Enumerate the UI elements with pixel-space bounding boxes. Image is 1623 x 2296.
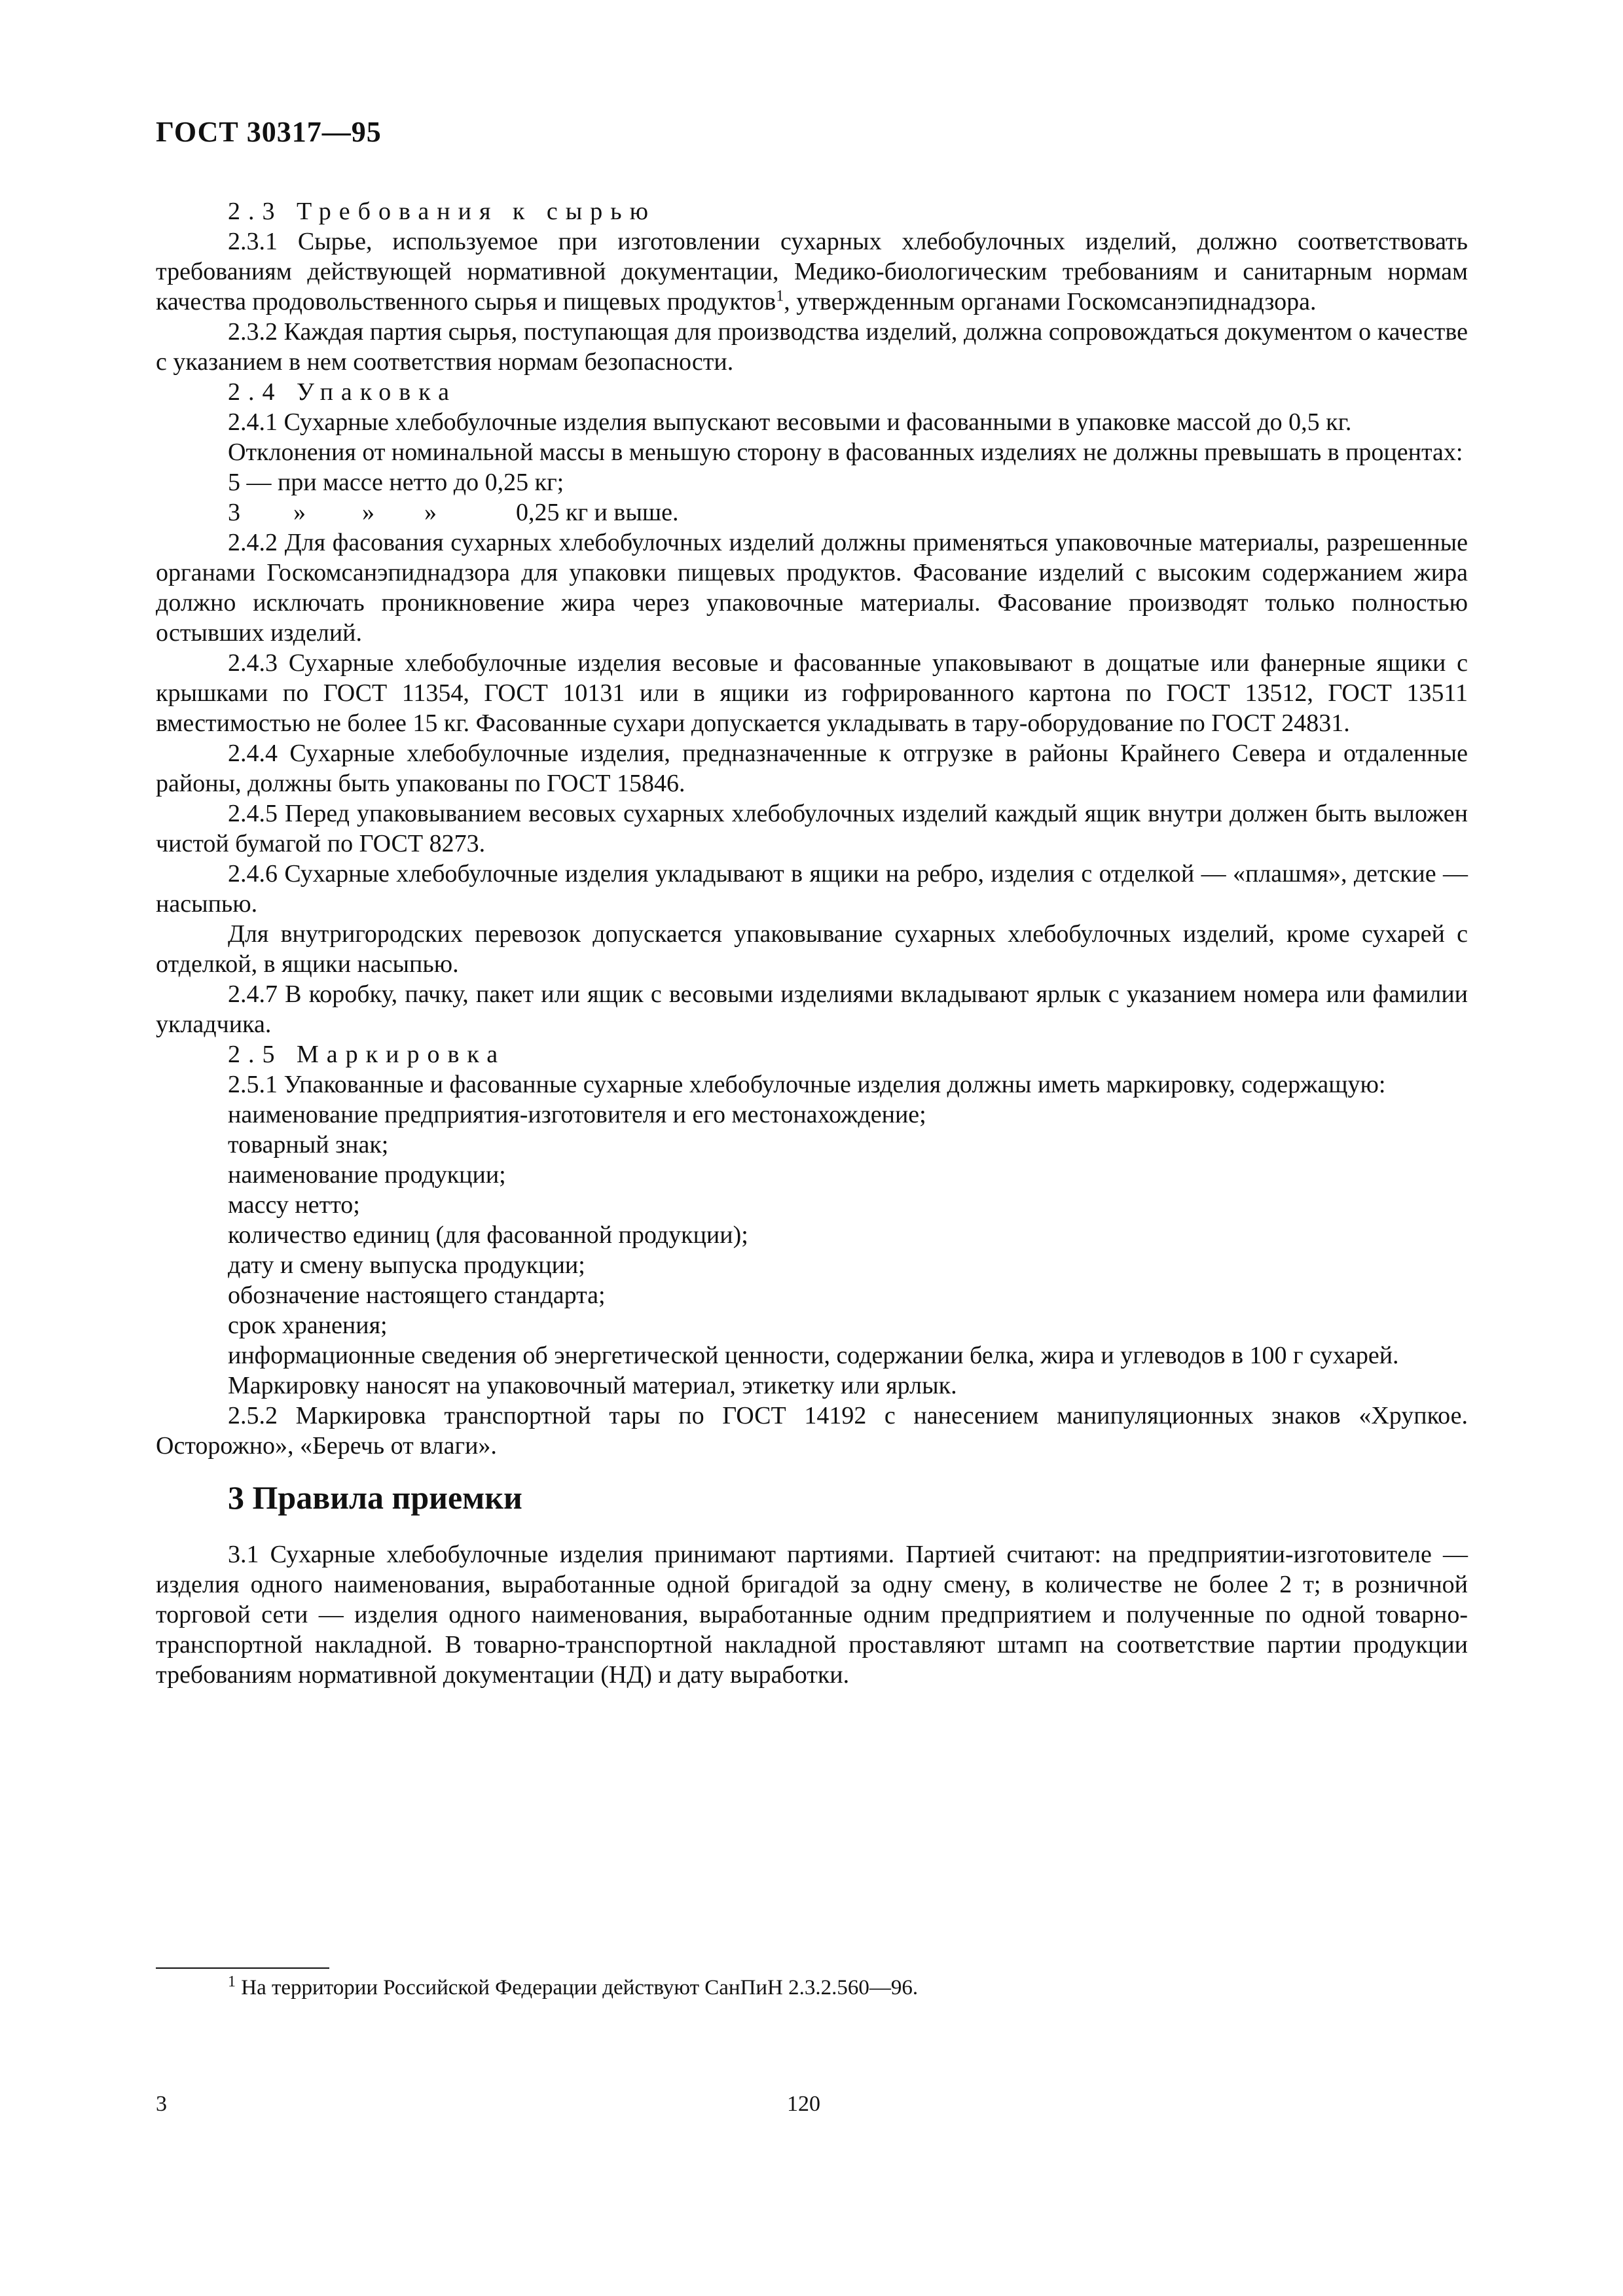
list-item: массу нетто; <box>228 1191 360 1219</box>
ditto-mark: » <box>293 499 306 526</box>
paragraph-2-3-1-tail: , утвержденным органами Госкомсанэпиднадзора. <box>784 288 1317 315</box>
paragraph-2-4-6: 2.4.6 Сухарные хлебобулочные изделия укладывают в ящики на ребро, изделия с отделкой — «плашмя», детские — насыпью. <box>156 860 1468 918</box>
paragraph-2-4-7: 2.4.7 В коробку, пачку, пакет или ящик с весовыми изделиями вкладывают ярлык с указанием номера или фамилии укладчика. <box>156 980 1468 1038</box>
paragraph-2-3-1 <box>156 226 1468 317</box>
deviation-row-2 <box>156 497 1468 528</box>
list-item: дату и смену выпуска продукции; <box>228 1251 585 1279</box>
section-heading-3: 3 Правила приемки <box>228 1479 522 1516</box>
list-item: товарный знак; <box>228 1131 389 1158</box>
paragraph-2-4-5: 2.4.5 Перед упаковыванием весовых сухарных хлебобулочных изделий каждый ящик внутри должен быть выложен чистой бумагой по ГОСТ 8273. <box>156 800 1468 857</box>
section-title-2-4: 2.4 Упаковка <box>228 378 457 406</box>
deviation-row-2-mass: 0,25 кг и выше. <box>516 499 679 526</box>
paragraph-2-3-1-text: 2.3.1 Сырье, используемое при изготовлении сухарных хлебобулочных изделий, должно соответствовать требованиям действующей нормативной документации, Медико-биологическим требованиям и санитарным нормам качества продовольственного сырья и пищевых продуктов <box>156 228 1468 315</box>
section-title-2-5: 2.5 Маркировка <box>228 1041 506 1068</box>
list-item: обозначение настоящего стандарта; <box>228 1282 606 1309</box>
paragraph-2-4-3: 2.4.3 Сухарные хлебобулочные изделия весовые и фасованные упаковывают в дощатые или фанерные ящики с крышками по ГОСТ 11354, ГОСТ 10131 или в ящики из гофрированного картона по ГОСТ 13512, ГОСТ 13511 вместимостью не более 15 кг. Фасованные сухари допускается укладывать в тару-оборудование по ГОСТ 24831. <box>156 649 1468 737</box>
footnote-divider <box>156 1967 329 1969</box>
paragraph-2-4-4: 2.4.4 Сухарные хлебобулочные изделия, предназначенные к отгрузке в районы Крайнего Севера и отдаленные районы, должны быть упакованы по ГОСТ 15846. <box>156 740 1468 797</box>
deviation-row-1: 5 — при массе нетто до 0,25 кг; <box>228 469 564 496</box>
page-number: 3 <box>156 2092 167 2116</box>
paragraph-2-3-2: 2.3.2 Каждая партия сырья, поступающая для производства изделий, должна сопровождаться документом о качестве с указанием в нем соответствия нормам безопасности. <box>156 318 1468 376</box>
deviation-row-2-value: 3 <box>228 499 240 526</box>
list-item: наименование продукции; <box>228 1161 506 1189</box>
footnote-mark: 1 <box>228 1973 236 1990</box>
footnote-text: На территории Российской Федерации действуют СанПиН 2.3.2.560—96. <box>236 1976 919 2000</box>
paragraph-2-5-2: 2.5.2 Маркировка транспортной тары по ГОСТ 14192 с нанесением манипуляционных знаков «Хрупкое. Осторожно», «Беречь от влаги». <box>156 1402 1468 1460</box>
document-id: ГОСТ 30317—95 <box>156 116 382 148</box>
paragraph-2-5-1: 2.5.1 Упакованные и фасованные сухарные хлебобулочные изделия должны иметь маркировку, содержащую: <box>228 1071 1386 1098</box>
paragraph-intracity: Для внутригородских перевозок допускается упаковывание сухарных хлебобулочных изделий, кроме сухарей с отделкой, в ящики насыпью. <box>156 920 1468 978</box>
ditto-mark: » <box>424 499 437 526</box>
paragraph-2-4-1: 2.4.1 Сухарные хлебобулочные изделия выпускают весовыми и фасованными в упаковке массой до 0,5 кг. <box>228 408 1352 436</box>
paragraph-deviation: Отклонения от номинальной массы в меньшую сторону в фасованных изделиях не должны превышать в процентах: <box>228 439 1463 466</box>
footnote-ref: 1 <box>776 287 784 305</box>
document-body <box>156 196 1468 1690</box>
footnote <box>228 1974 1465 2001</box>
sheet-number: 120 <box>787 2092 820 2116</box>
list-item: срок хранения; <box>228 1312 388 1339</box>
paragraph-marking-applied: Маркировку наносят на упаковочный материал, этикетку или ярлык. <box>228 1372 957 1399</box>
list-item: количество единиц (для фасованной продукции); <box>228 1221 748 1249</box>
section-title-2-3: 2.3 Требования к сырью <box>228 198 657 225</box>
ditto-mark: » <box>362 499 374 526</box>
list-item: наименование предприятия-изготовителя и его местонахождение; <box>228 1101 926 1128</box>
paragraph-info: информационные сведения об энергетической ценности, содержании белка, жира и углеводов в 100 г сухарей. <box>228 1342 1399 1369</box>
paragraph-2-4-2: 2.4.2 Для фасования сухарных хлебобулочных изделий должны применяться упаковочные материалы, разрешенные органами Госкомсанэпиднадзора для упаковки пищевых продуктов. Фасование изделий с высоким содержанием жира должно исключать проникновение жира через упаковочные материалы. Фасование производят только полностью остывших изделий. <box>156 529 1468 647</box>
paragraph-3-1: 3.1 Сухарные хлебобулочные изделия принимают партиями. Партией считают: на предприятии-изготовителе — изделия одного наименования, выработанные одной бригадой за одну смену, в количестве не более 2 т; в розничной торговой сети — изделия одного наименования, выработанные одним предприятием и полученные по одной товарно-транспортной накладной. В товарно-транспортной накладной проставляют штамп на соответствие партии продукции требованиям нормативной документации (НД) и дату выработки. <box>156 1541 1468 1689</box>
